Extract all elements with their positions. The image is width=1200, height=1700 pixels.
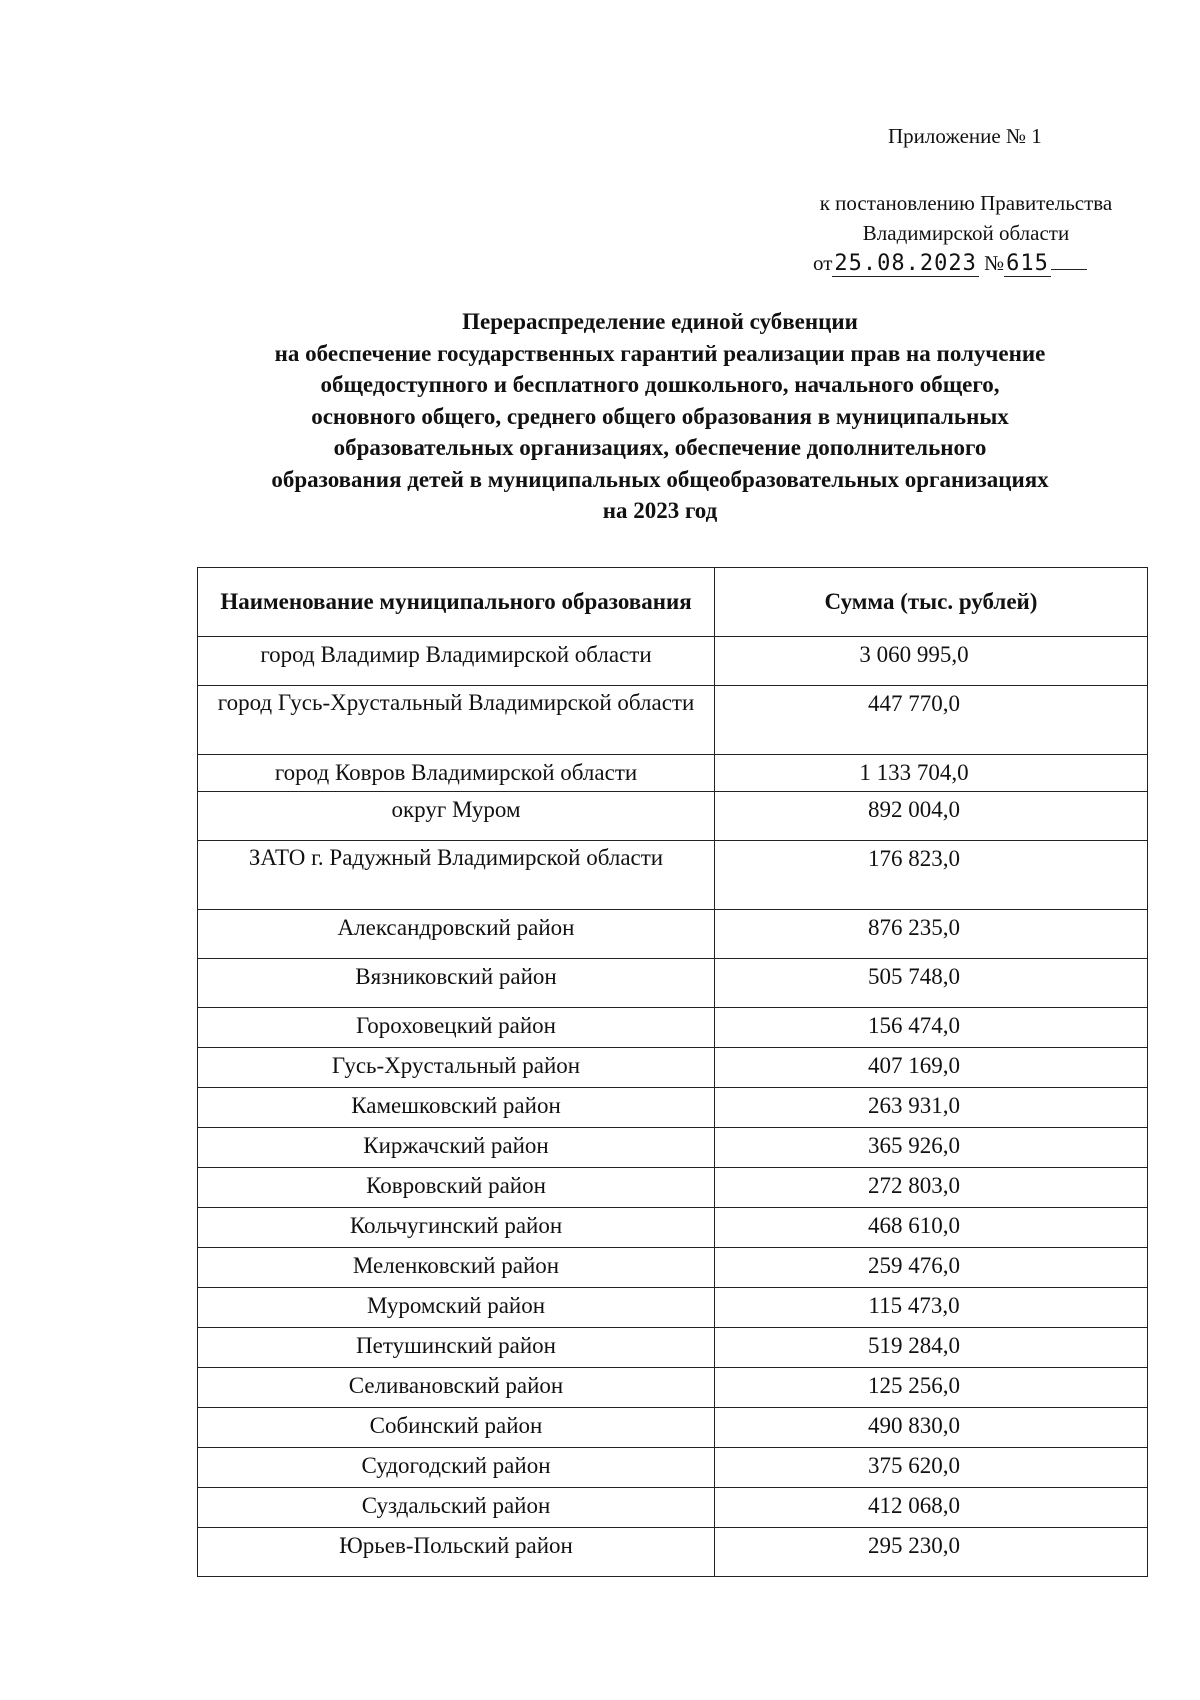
- row-name: город Ковров Владимирской области: [198, 755, 715, 792]
- column-header-sum: Сумма (тыс. рублей): [715, 568, 1148, 637]
- row-name: ЗАТО г. Радужный Владимирской области: [198, 841, 715, 910]
- row-name: Муромский район: [198, 1288, 715, 1328]
- row-name: Суздальский район: [198, 1488, 715, 1528]
- table-row: [198, 1208, 1148, 1248]
- table-row: [198, 910, 1148, 959]
- title-line-6: образования детей в муниципальных общеобразовательных организациях: [271, 466, 1049, 492]
- table-row: [198, 1088, 1148, 1128]
- row-sum: 365 926,0: [715, 1128, 1148, 1168]
- table-row: [198, 959, 1148, 1008]
- title-line-1: Перераспределение единой субвенции: [462, 309, 858, 334]
- row-sum: 892 004,0: [715, 792, 1148, 841]
- table-row: [198, 1408, 1148, 1448]
- row-name: Киржачский район: [198, 1128, 715, 1168]
- row-name: Кольчугинский район: [198, 1208, 715, 1248]
- row-name: Камешковский район: [198, 1088, 715, 1128]
- decree-ref-line-1: к постановлению Правительства: [819, 191, 1113, 215]
- row-sum: 407 169,0: [715, 1048, 1148, 1088]
- title-line-3: общедоступного и бесплатного дошкольного, начального общего,: [320, 372, 1000, 397]
- row-name: Меленковский район: [198, 1248, 715, 1288]
- decree-date-number: [790, 248, 1142, 279]
- table-row: [198, 686, 1148, 755]
- table-row: [198, 1128, 1148, 1168]
- table-row: [198, 1168, 1148, 1208]
- decree-number: 615: [1006, 251, 1049, 276]
- title-line-5: образовательных организациях, обеспечение дополнительного: [333, 435, 987, 460]
- row-sum: 3 060 995,0: [715, 637, 1148, 686]
- row-name: Гусь-Хрустальный район: [198, 1048, 715, 1088]
- row-name: Александровский район: [198, 910, 715, 959]
- table-row: [198, 755, 1148, 792]
- table-row: [198, 841, 1148, 910]
- row-sum: 295 230,0: [715, 1528, 1148, 1577]
- decree-reference: [790, 188, 1142, 279]
- row-sum: 876 235,0: [715, 910, 1148, 959]
- table-row: [198, 1048, 1148, 1088]
- title-line-2: на обеспечение государственных гарантий реализации прав на получение: [274, 340, 1046, 366]
- table-row: [198, 1448, 1148, 1488]
- row-sum: 375 620,0: [715, 1448, 1148, 1488]
- row-sum: 115 473,0: [715, 1288, 1148, 1328]
- table-row: [198, 1008, 1148, 1048]
- row-sum: 519 284,0: [715, 1328, 1148, 1368]
- document-title: [170, 306, 1150, 527]
- title-line-4: основного общего, среднего общего образования в муниципальных: [311, 403, 1009, 429]
- decree-number-underline: [1051, 269, 1087, 270]
- column-header-name: Наименование муниципального образования: [198, 568, 715, 637]
- table-row: [198, 1288, 1148, 1328]
- row-name: Селивановский район: [198, 1368, 715, 1408]
- row-name: город Владимир Владимирской области: [198, 637, 715, 686]
- row-sum: 263 931,0: [715, 1088, 1148, 1128]
- decree-from-label: от: [813, 251, 833, 275]
- row-name: Собинский район: [198, 1408, 715, 1448]
- decree-date: 25.08.2023: [834, 251, 977, 276]
- row-sum: 412 068,0: [715, 1488, 1148, 1528]
- table-header-row: [198, 568, 1148, 637]
- row-sum: 468 610,0: [715, 1208, 1148, 1248]
- table-row: [198, 1248, 1148, 1288]
- table-row: [198, 1528, 1148, 1577]
- row-sum: 272 803,0: [715, 1168, 1148, 1208]
- table-row: [198, 1368, 1148, 1408]
- row-sum: 125 256,0: [715, 1368, 1148, 1408]
- row-sum: 490 830,0: [715, 1408, 1148, 1448]
- allocation-table: [197, 567, 1148, 1577]
- table-row: [198, 1328, 1148, 1368]
- row-name: Петушинский район: [198, 1328, 715, 1368]
- row-name: Ковровский район: [198, 1168, 715, 1208]
- row-sum: 505 748,0: [715, 959, 1148, 1008]
- annex-label: Приложение № 1: [888, 124, 1042, 148]
- row-name: Гороховецкий район: [198, 1008, 715, 1048]
- row-sum: 156 474,0: [715, 1008, 1148, 1048]
- table-row: [198, 637, 1148, 686]
- row-name: Судогодский район: [198, 1448, 715, 1488]
- row-name: Юрьев-Польский район: [198, 1528, 715, 1577]
- decree-ref-line-2: Владимирской области: [862, 221, 1070, 245]
- row-sum: 1 133 704,0: [715, 755, 1148, 792]
- row-sum: 447 770,0: [715, 686, 1148, 755]
- table-row: [198, 792, 1148, 841]
- title-line-7: на 2023 год: [602, 498, 718, 523]
- decree-number-label: №: [984, 251, 1005, 275]
- table-row: [198, 1488, 1148, 1528]
- row-name: город Гусь-Хрустальный Владимирской области: [198, 686, 715, 755]
- row-name: Вязниковский район: [198, 959, 715, 1008]
- row-sum: 176 823,0: [715, 841, 1148, 910]
- row-name: округ Муром: [198, 792, 715, 841]
- row-sum: 259 476,0: [715, 1248, 1148, 1288]
